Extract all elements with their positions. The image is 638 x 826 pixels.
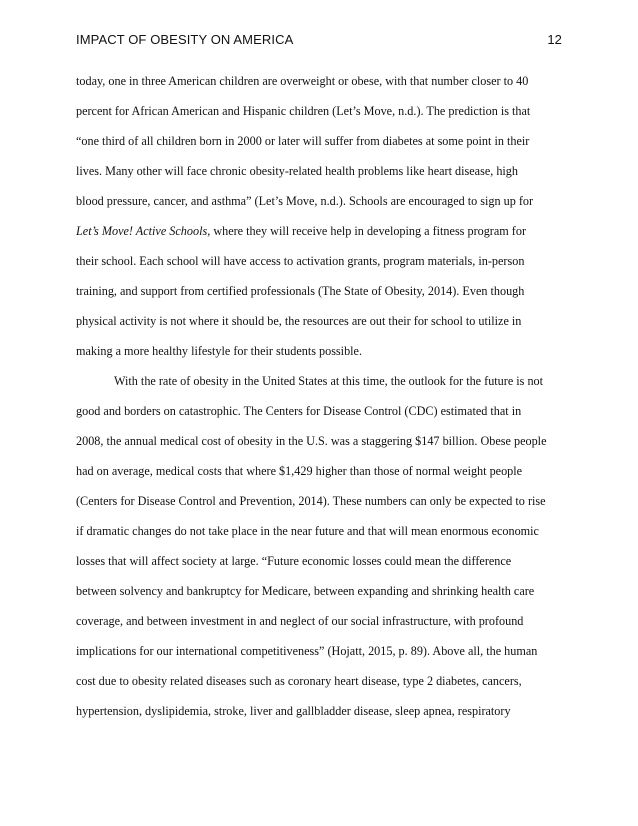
text-line: if dramatic changes do not take place in the near future and that will mean enormous economic [76, 524, 539, 538]
text-line: losses that will affect society at large. “Future economic losses could mean the difference [76, 554, 512, 568]
body-text [76, 66, 570, 726]
text-line: (Centers for Disease Control and Prevention, 2014). These numbers can only be expected to rise [76, 494, 546, 508]
page-number: 12 [547, 32, 562, 47]
running-head: IMPACT OF OBESITY ON AMERICA [76, 32, 294, 47]
text-line: today, one in three American children are overweight or obese, with that number closer to 40 [76, 74, 529, 88]
text-line: blood pressure, cancer, and asthma” (Let’s Move, n.d.). Schools are encouraged to sign up for [76, 194, 534, 208]
text-line: training, and support from certified professionals (The State of Obesity, 2014). Even though [76, 284, 525, 298]
text-line: implications for our international competitiveness” (Hojatt, 2015, p. 89). Above all, the human [76, 644, 538, 658]
paragraph-start-line: With the rate of obesity in the United States at this time, the outlook for the future is not [114, 374, 544, 388]
text-line: cost due to obesity related diseases such as coronary heart disease, type 2 diabetes, cancers, [76, 674, 522, 688]
text-line: physical activity is not where it should be, the resources are out their for school to utilize in [76, 314, 522, 328]
text-line: had on average, medical costs that where $1,429 higher than those of normal weight people [76, 464, 523, 478]
text-line: percent for African American and Hispanic children (Let’s Move, n.d.). The prediction is that [76, 104, 531, 118]
text-line: good and borders on catastrophic. The Centers for Disease Control (CDC) estimated that in [76, 404, 522, 418]
text-line: 2008, the annual medical cost of obesity in the U.S. was a staggering $147 billion. Obese people [76, 434, 547, 448]
text-line-rest: , where they will receive help in developing a fitness program for [207, 224, 527, 238]
text-line [76, 216, 570, 246]
page-header [76, 32, 562, 52]
text-line: coverage, and between investment in and neglect of our social infrastructure, with profound [76, 614, 524, 628]
italic-program-name: Let’s Move! Active Schools [76, 224, 208, 238]
text-line: their school. Each school will have access to activation grants, program materials, in-person [76, 254, 525, 268]
text-line: lives. Many other will face chronic obesity-related health problems like heart disease, high [76, 164, 518, 178]
text-line: between solvency and bankruptcy for Medicare, between expanding and shrinking health care [76, 584, 535, 598]
text-line: “one third of all children born in 2000 or later will suffer from diabetes at some point in their [76, 134, 530, 148]
text-line: making a more healthy lifestyle for their students possible. [76, 344, 363, 358]
text-line: hypertension, dyslipidemia, stroke, liver and gallbladder disease, sleep apnea, respiratory [76, 704, 511, 718]
